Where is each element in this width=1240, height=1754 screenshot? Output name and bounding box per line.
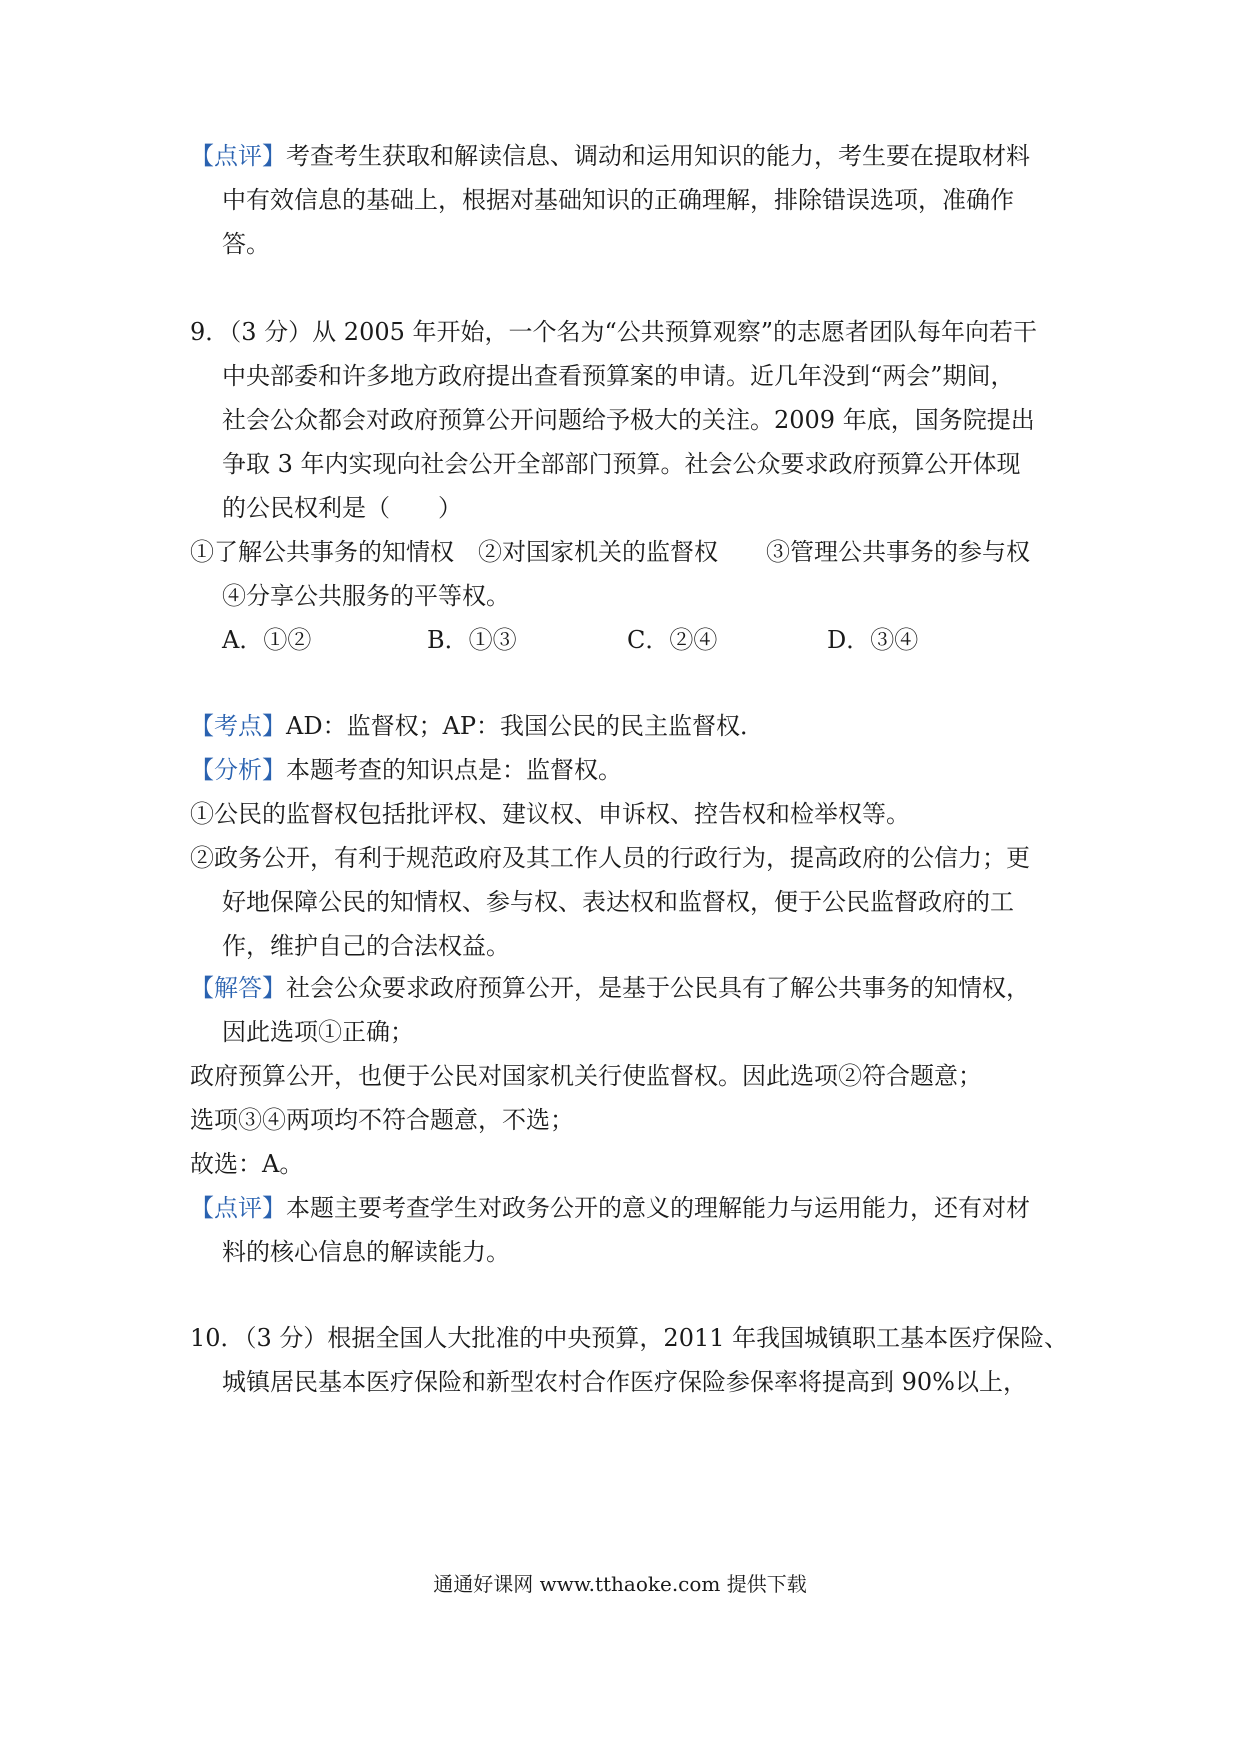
page-footer: 通通好课网 www.tthaoke.com 提供下载: [433, 1572, 807, 1596]
q10-stem-line-2: 城镇居民基本医疗保险和新型农村合作医疗保险参保率将提高到 90%以上，: [222, 1368, 1027, 1396]
q10-stem-line-1: 10．（3 分）根据全国人大批准的中央预算，2011 年我国城镇职工基本医疗保险、: [190, 1324, 1069, 1352]
q9-stem-line-3: 社会公众都会对政府预算公开问题给予极大的关注。2009 年底，国务院提出: [222, 406, 1035, 434]
analysis-tag: 【分析】: [190, 756, 286, 784]
point-tag: 【考点】: [190, 712, 286, 740]
analysis-item-2-line-1: ②政务公开，有利于规范政府及其工作人员的行政行为，提高政府的公信力；更: [190, 844, 1030, 872]
prev-comment-line-2: 中有效信息的基础上，根据对基础知识的正确理解，排除错误选项，准确作: [222, 186, 1014, 214]
option-c: C．②④: [627, 626, 718, 654]
q9-items-line-2: ④分享公共服务的平等权。: [222, 582, 510, 610]
point-text: AD：监督权；AP：我国公民的民主监督权．: [286, 712, 765, 740]
analysis-item-2-line-2: 好地保障公民的知情权、参与权、表达权和监督权，便于公民监督政府的工: [222, 888, 1014, 916]
prev-comment-line-1: [190, 140, 1030, 172]
q9-stem-line-2: 中央部委和许多地方政府提出查看预算案的申请。近几年没到“两会”期间，: [222, 362, 1015, 390]
comment-text: 本题主要考查学生对政务公开的意义的理解能力与运用能力，还有对材: [286, 1194, 1030, 1222]
answer-line-3: 政府预算公开，也便于公民对国家机关行使监督权。因此选项②符合题意；: [190, 1062, 982, 1090]
answer-tag: 【解答】: [190, 974, 286, 1002]
q9-stem-line-1: 9．（3 分）从 2005 年开始，一个名为“公共预算观察”的志愿者团队每年向若干: [190, 318, 1038, 346]
q9-stem-line-5: 的公民权利是（ ）: [222, 494, 462, 522]
q9-stem-line-4: 争取 3 年内实现向社会公开全部部门预算。社会公众要求政府预算公开体现: [222, 450, 1021, 478]
q9-answer: [190, 972, 1030, 1004]
analysis-item-1: ①公民的监督权包括批评权、建议权、申诉权、控告权和检举权等。: [190, 800, 910, 828]
answer-line-2: 因此选项①正确；: [222, 1018, 414, 1046]
q9-analysis: [190, 754, 622, 786]
analysis-item-2-line-3: 作，维护自己的合法权益。: [222, 932, 510, 960]
q9-point: [190, 710, 764, 742]
answer-text: 社会公众要求政府预算公开，是基于公民具有了解公共事务的知情权，: [286, 974, 1030, 1002]
comment-tag: 【点评】: [190, 1194, 286, 1222]
answer-line-5: 故选：A。: [190, 1150, 304, 1178]
prev-comment-line-3: 答。: [222, 230, 270, 258]
analysis-text: 本题考查的知识点是：监督权。: [286, 756, 622, 784]
q9-comment: [190, 1192, 1030, 1224]
q9-comment-line-2: 料的核心信息的解读能力。: [222, 1238, 510, 1266]
option-d: D．③④: [827, 626, 919, 654]
comment-tag: 【点评】: [190, 142, 286, 170]
answer-line-4: 选项③④两项均不符合题意，不选；: [190, 1106, 574, 1134]
comment-text: 考查考生获取和解读信息、调动和运用知识的能力，考生要在提取材料: [286, 142, 1030, 170]
option-b: B．①③: [427, 626, 517, 654]
q9-items-line-1: ①了解公共事务的知情权 ②对国家机关的监督权 ③管理公共事务的参与权: [190, 538, 1030, 566]
option-a: A．①②: [222, 626, 312, 654]
